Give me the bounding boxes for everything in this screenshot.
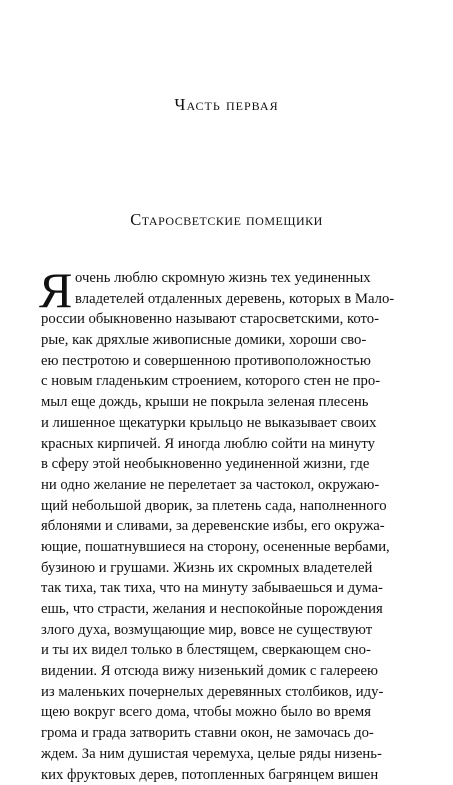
text-line: ющие, пошатнувшиеся на сторону, осененные вербами,	[41, 537, 412, 558]
text-line: щею вокруг всего дома, чтобы можно было во время	[41, 702, 412, 723]
text-line: очень люблю скромную жизнь тех уединенных	[41, 268, 412, 289]
part-title: Часть первая	[0, 95, 453, 115]
chapter-title: Старосветские помещики	[0, 210, 453, 230]
text-line: злого духа, возмущающие мир, вовсе не существуют	[41, 620, 412, 641]
text-line: с новым гладеньким строением, которого стен не про-	[41, 371, 412, 392]
text-line: владетелей отдаленных деревень, которых в Мало-	[41, 289, 412, 310]
text-line: так тиха, так тиха, что на минуту забываешься и дума-	[41, 578, 412, 599]
text-line: щий небольшой дворик, за плетень сада, наполненного	[41, 496, 412, 517]
text-line: в сферу этой необыкновенно уединенной жизни, где	[41, 454, 412, 475]
text-line: из маленьких почернелых деревянных столбиков, иду-	[41, 682, 412, 703]
text-line: яблонями и сливами, за деревенские избы, его окружа-	[41, 516, 412, 537]
text-line: россии обыкновенно называют старосветскими, кото-	[41, 309, 412, 330]
text-line: ешь, что страсти, желания и неспокойные порождения	[41, 599, 412, 620]
text-line: красных кирпичей. Я иногда люблю сойти на минуту	[41, 434, 412, 455]
text-line: мыл еще дождь, крыши не покрыла зеленая плесень	[41, 392, 412, 413]
text-line: ких фруктовых дерев, потопленных багрянцем вишен	[41, 765, 412, 785]
text-line: ни одно желание не перелетает за частокол, окружаю-	[41, 475, 412, 496]
text-line: ждем. За ним душистая черемуха, целые ряды низень-	[41, 744, 412, 765]
text-line: бузиною и грушами. Жизнь их скромных владетелей	[41, 558, 412, 579]
body-text	[41, 268, 412, 785]
drop-cap: Я	[39, 268, 72, 312]
text-line: ею пестротою и совершенною противоположностью	[41, 351, 412, 372]
text-line: грома и града затворить ставни окон, не замочась до-	[41, 723, 412, 744]
text-line: видении. Я отсюда вижу низенький домик с галереею	[41, 661, 412, 682]
text-line: и ты их видел только в блестящем, сверкающем сно-	[41, 640, 412, 661]
text-line: и лишенное щекатурки крыльцо не выказывает своих	[41, 413, 412, 434]
text-line: рые, как дряхлые живописные домики, хороши сво-	[41, 330, 412, 351]
